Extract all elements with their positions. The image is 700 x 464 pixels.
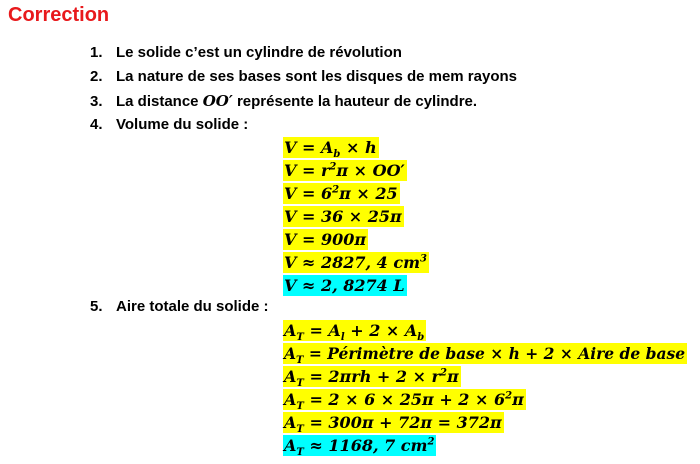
list-item-2 <box>90 68 517 85</box>
item-number: 1. <box>90 44 103 61</box>
volume-equation: $V = A_b \times h$ <box>284 138 377 161</box>
item-text: La nature de ses bases sont les disques de mem rayons <box>116 68 517 85</box>
item-text: La distance <box>116 93 203 110</box>
volume-result: V ≈ 2, 8274 L <box>284 276 405 295</box>
item-number: 2. <box>90 68 103 85</box>
area-equation: $A_T = A_l + 2 \times A_b$ <box>284 321 425 344</box>
item-text: représente la hauteur de cylindre. <box>232 93 478 110</box>
item-text: Le solide c’est un cylindre de révolution <box>116 44 402 61</box>
list-item-1 <box>90 44 402 61</box>
item-number: 5. <box>90 298 103 315</box>
volume-equation: V ≈ 2827, 4 $cm^3$ <box>284 253 427 272</box>
area-equation: $A_T$ = Périmètre de base × h + 2 × Aire de base <box>284 344 686 367</box>
area-equation: $A_T = 2 \times 6 \times 25\pi + 2 \times 6^2\pi$ <box>284 390 524 413</box>
list-item-3 <box>90 92 477 110</box>
item-number: 4. <box>90 116 103 133</box>
area-equation: $A_T = 2\pi rh + 2 \times r^2\pi$ <box>284 367 459 390</box>
list-item-4 <box>90 116 248 133</box>
volume-equation: $V = r^2\pi \times OO'$ <box>284 161 405 180</box>
area-equation: $A_T = 300\pi + 72\pi = 372\pi$ <box>284 413 502 436</box>
item-text: Volume du solide : <box>116 116 249 133</box>
page-title: Correction <box>8 4 110 26</box>
volume-equation: V = 36 × 25π <box>284 207 402 226</box>
list-item-5 <box>90 298 269 315</box>
item-text: Aire totale du solide : <box>116 298 269 315</box>
volume-equation: $V = 6^2\pi \times 25$ <box>284 184 398 203</box>
item-number: 3. <box>90 93 103 110</box>
volume-equation: V = 900π <box>284 230 367 249</box>
area-result: $A_T \approx 1168$, 7 $cm^2$ <box>284 436 435 459</box>
item-math: OO′ <box>202 92 233 110</box>
